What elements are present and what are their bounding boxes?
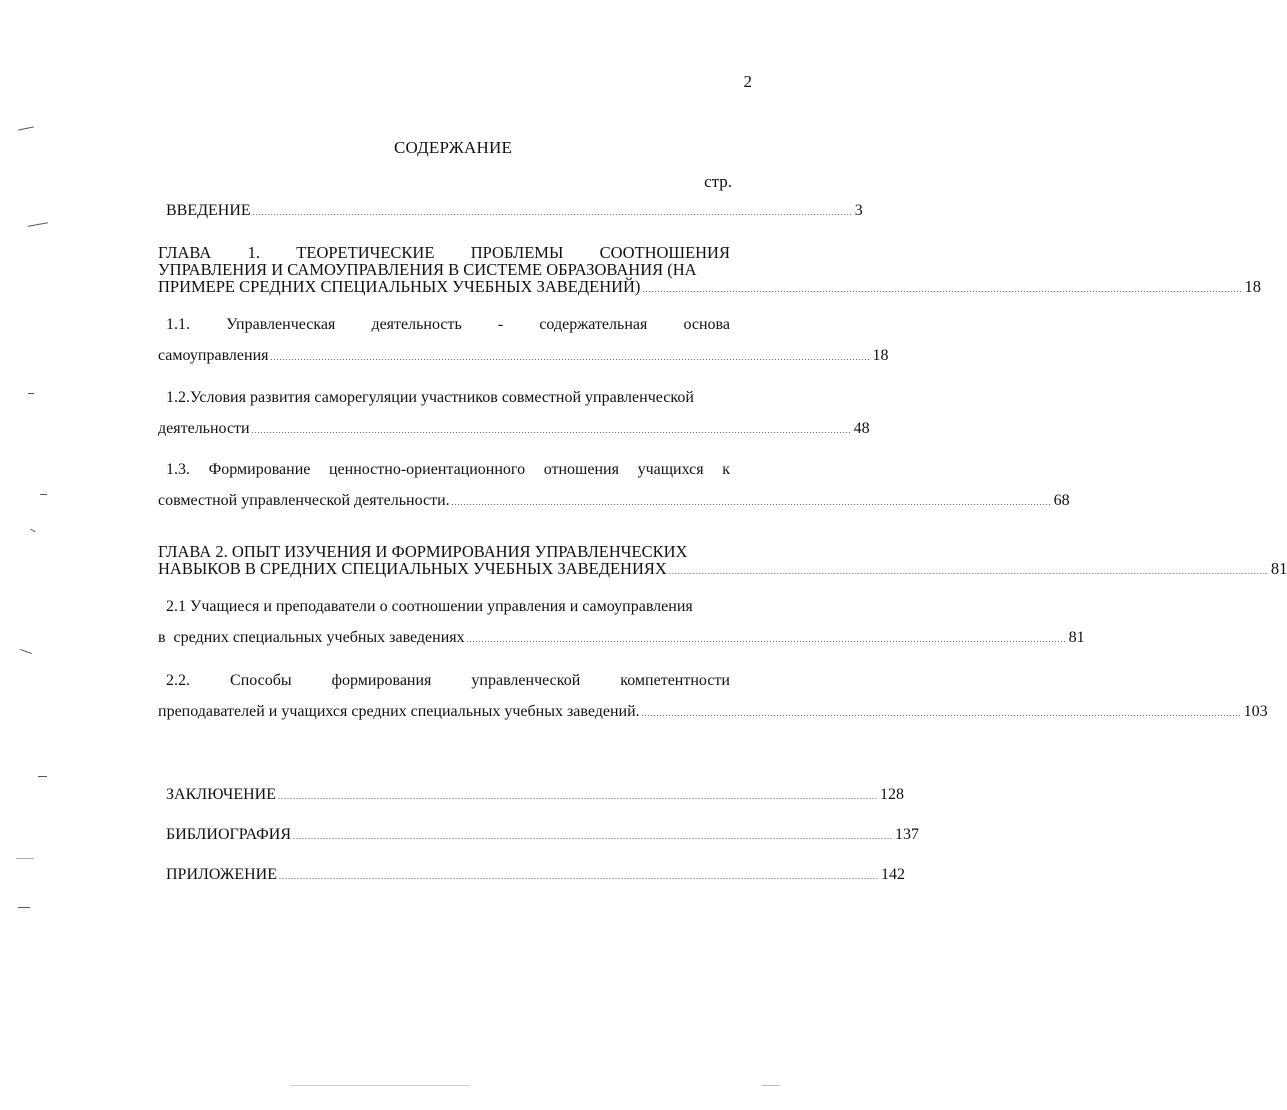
toc-entry-section-2-1[interactable] [158, 598, 1085, 647]
toc-entry-page: 137 [895, 826, 920, 843]
toc-entry-page: 18 [1244, 277, 1261, 296]
toc-entry-label: ВВЕДЕНИЕ [166, 202, 251, 219]
word: Способы [230, 672, 292, 689]
chapter-2-line-1: ГЛАВА 2. ОПЫТ ИЗУЧЕНИЯ И ФОРМИРОВАНИЯ УПРАВЛЕНЧЕСКИХ [158, 542, 688, 561]
word: 1. [247, 243, 260, 262]
page-number: 2 [743, 72, 752, 91]
toc-entry-label: самоуправления [158, 347, 269, 364]
section-1-3-line-2 [158, 492, 1070, 510]
dot-leader: ........................................................................................................................................................................................................ [279, 872, 880, 881]
toc-entry-section-1-1[interactable] [158, 316, 889, 365]
word: - [497, 316, 504, 333]
toc-entry-intro[interactable] [166, 202, 863, 220]
dot-leader: ........................................................................................................................................................................................................ [451, 498, 1052, 507]
toc-entry-page: 48 [853, 420, 870, 437]
toc-entry-label: ПРИМЕРЕ СРЕДНИХ СПЕЦИАЛЬНЫХ УЧЕБНЫХ ЗАВЕДЕНИЙ) [158, 277, 641, 296]
toc-entry-page: 103 [1243, 703, 1268, 720]
dot-leader: ........................................................................................................................................................................................................ [251, 426, 852, 435]
toc-entry-label: преподавателей и учащихся средних специальных учебных заведений. [158, 703, 640, 720]
word: отношения [543, 461, 619, 478]
section-2-2-line-1 [158, 672, 730, 690]
word: 1.3. [166, 461, 190, 478]
section-1-3-line-1 [158, 461, 730, 479]
section-1-1-line-1 [158, 316, 730, 334]
toc-entry-label: НАВЫКОВ В СРЕДНИХ СПЕЦИАЛЬНЫХ УЧЕБНЫХ ЗАВЕДЕНИЯХ [158, 559, 667, 578]
dot-leader: ........................................................................................................................................................................................................ [252, 208, 853, 217]
scan-mark [20, 649, 32, 654]
word: 2.2. [166, 672, 190, 689]
word: учащихся [637, 461, 704, 478]
page-column-label: стр. [704, 172, 732, 191]
toc-entry-chapter-2[interactable] [158, 542, 1287, 580]
section-2-1-line-2 [158, 629, 1085, 647]
toc-entry-label: деятельности [158, 420, 250, 437]
toc-entry-label: в средних специальных учебных заведениях [158, 629, 465, 646]
chapter-1-line-1 [158, 244, 730, 261]
toc-entry-label: ПРИЛОЖЕНИЕ [166, 866, 278, 883]
word: Управленческая [226, 316, 336, 333]
word: управленческой [471, 672, 581, 689]
scan-mark [18, 907, 30, 908]
toc-entry-section-1-3[interactable] [158, 461, 1070, 510]
toc-entry-page: 142 [881, 866, 906, 883]
toc-entry-appendix[interactable] [166, 866, 906, 884]
scan-mark [290, 1085, 470, 1086]
toc-entry-conclusion[interactable] [166, 786, 904, 804]
word: ТЕОРЕТИЧЕСКИЕ [296, 243, 435, 262]
word: деятельность [371, 316, 462, 333]
toc-entry-label: БИБЛИОГРАФИЯ [166, 826, 292, 843]
scan-mark [28, 222, 48, 226]
toc-entry-chapter-1[interactable] [158, 243, 1261, 298]
chapter-2-line-2 [158, 559, 1287, 580]
toc-entry-page: 3 [854, 202, 863, 219]
dot-leader: ........................................................................................................................................................................................................ [668, 567, 1269, 576]
word: ГЛАВА [158, 243, 212, 262]
word: ПРОБЛЕМЫ [470, 243, 564, 262]
scan-mark [762, 1085, 780, 1086]
toc-entry-page: 128 [879, 786, 904, 803]
toc-entry-label: совместной управленческой деятельности. [158, 492, 450, 509]
scan-mark [30, 529, 36, 533]
chapter-1-line-2: УПРАВЛЕНИЯ И САМОУПРАВЛЕНИЯ В СИСТЕМЕ ОБРАЗОВАНИЯ (НА [158, 260, 697, 279]
dot-leader: ........................................................................................................................................................................................................ [466, 635, 1067, 644]
section-1-1-line-2 [158, 347, 889, 365]
scan-mark [28, 393, 34, 394]
word: 1.1. [166, 316, 190, 333]
toc-entry-page: 68 [1053, 492, 1070, 509]
word: основа [683, 316, 730, 333]
word: ценностно-ориентационного [328, 461, 526, 478]
dot-leader: ........................................................................................................................................................................................................ [642, 285, 1243, 294]
toc-entry-page: 18 [872, 347, 889, 364]
chapter-1-line-3 [158, 277, 1261, 298]
word: компетентности [620, 672, 730, 689]
dot-leader: ........................................................................................................................................................................................................ [270, 353, 871, 362]
word: формирования [331, 672, 432, 689]
scan-mark [38, 776, 47, 777]
section-1-2-line-2 [158, 420, 870, 438]
section-1-2-line-1: 1.2.Условия развития саморегуляции участников совместной управленческой [166, 389, 694, 406]
scan-mark [18, 126, 34, 130]
document-title: СОДЕРЖАНИЕ [393, 138, 513, 157]
dot-leader: ........................................................................................................................................................................................................ [277, 792, 878, 801]
toc-entry-page: 81 [1270, 559, 1287, 578]
toc-entry-page: 81 [1068, 629, 1085, 646]
word: содержательная [539, 316, 648, 333]
toc-entry-label: ЗАКЛЮЧЕНИЕ [166, 786, 276, 803]
word: Формирование [208, 461, 311, 478]
toc-entry-section-1-2[interactable] [158, 389, 870, 438]
section-2-1-line-1: 2.1 Учащиеся и преподаватели о соотношении управления и самоуправления [166, 598, 693, 615]
toc-entry-bibliography[interactable] [166, 826, 920, 844]
word: СООТНОШЕНИЯ [599, 243, 730, 262]
word: к [722, 461, 730, 478]
scan-mark [16, 858, 34, 859]
section-2-2-line-2 [158, 703, 1268, 721]
scan-mark [40, 494, 47, 495]
toc-entry-section-2-2[interactable] [158, 672, 1268, 721]
dot-leader: ........................................................................................................................................................................................................ [641, 709, 1242, 718]
dot-leader: ........................................................................................................................................................................................................ [293, 832, 894, 841]
